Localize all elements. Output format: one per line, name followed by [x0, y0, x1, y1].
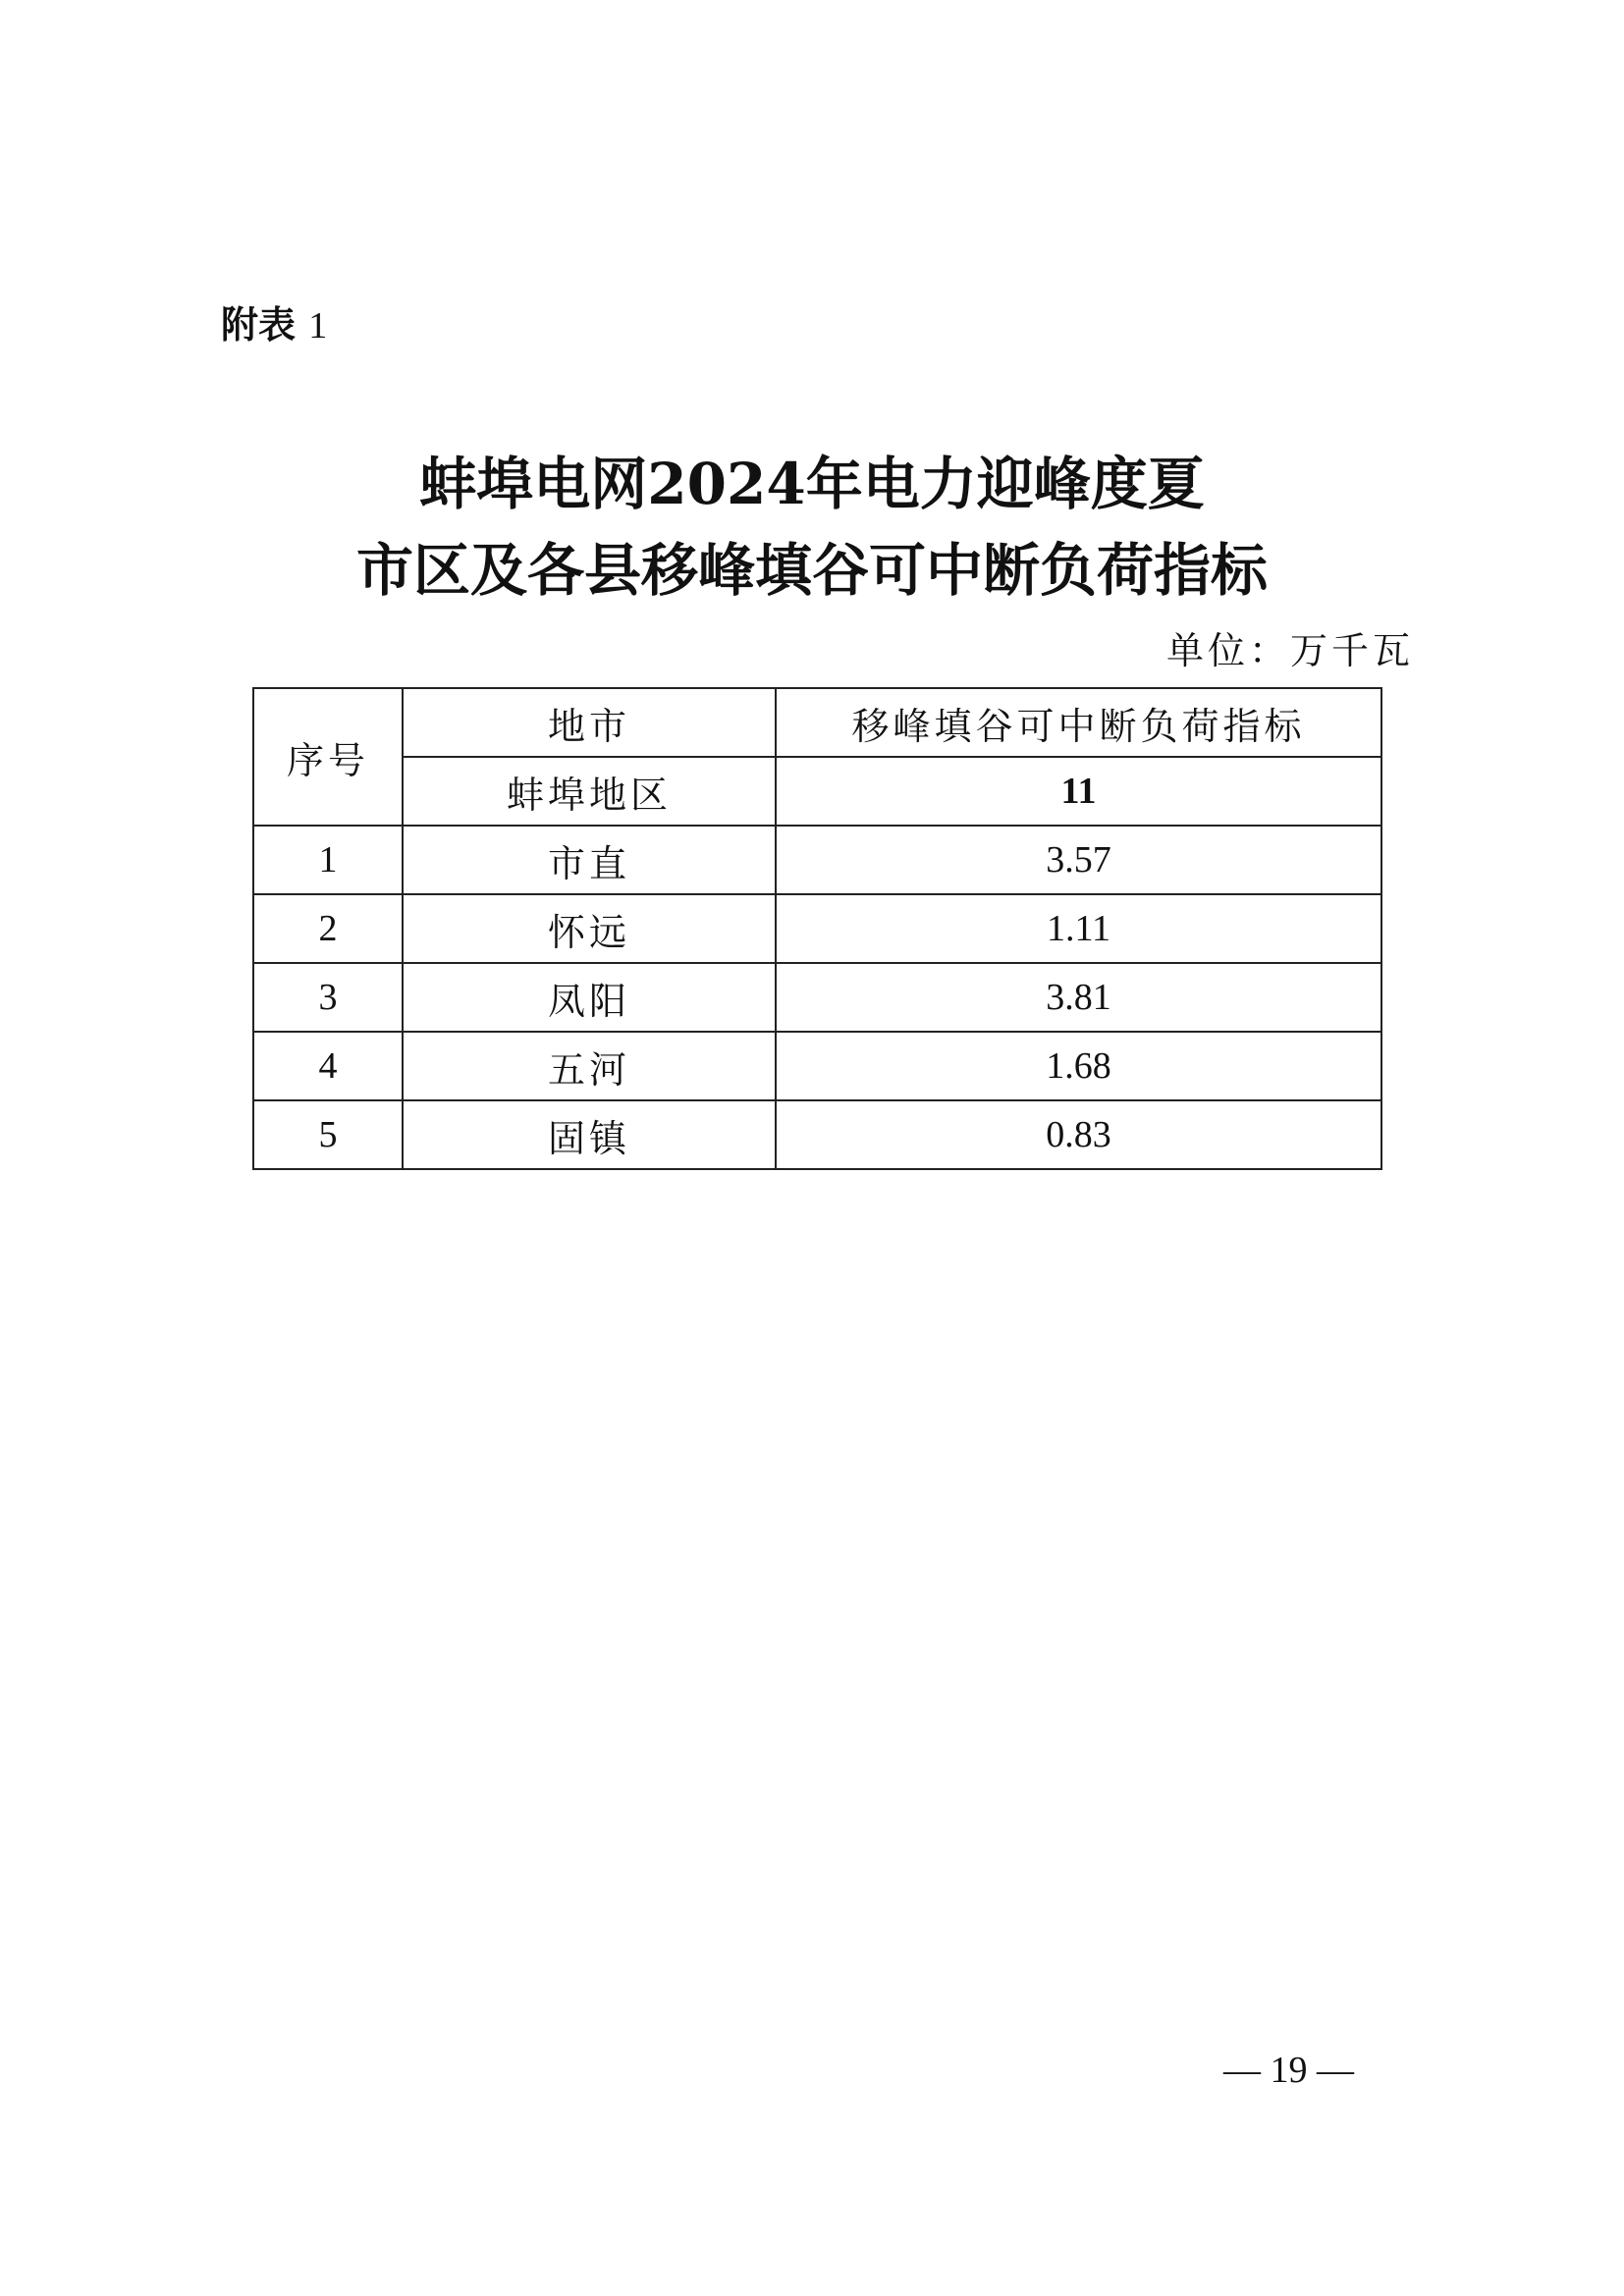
- total-label: 蚌埠地区: [403, 757, 776, 826]
- document-title-line-1: 蚌埠电网2024年电力迎峰度夏: [419, 451, 1205, 517]
- table-row: [253, 1032, 1381, 1100]
- row-value: 1.68: [776, 1032, 1381, 1100]
- unit-label: 单位：万千瓦: [1165, 629, 1414, 672]
- row-seq: 3: [253, 963, 403, 1032]
- row-city: 固镇: [403, 1100, 776, 1169]
- row-value: 3.57: [776, 826, 1381, 894]
- row-city: 市直: [403, 826, 776, 894]
- table-row: [253, 963, 1381, 1032]
- row-value: 1.11: [776, 894, 1381, 963]
- appendix-label: [221, 300, 327, 350]
- row-city: 怀远: [403, 894, 776, 963]
- appendix-label-text: 附表: [221, 303, 297, 347]
- row-value: 3.81: [776, 963, 1381, 1032]
- table-row: [253, 894, 1381, 963]
- header-index: 移峰填谷可中断负荷指标: [776, 688, 1381, 757]
- page-number: — 19 —: [1223, 2050, 1354, 2091]
- row-seq: 1: [253, 826, 403, 894]
- table-row: [253, 826, 1381, 894]
- load-index-table: [252, 687, 1382, 1170]
- appendix-number: 1: [308, 305, 328, 347]
- total-value: 11: [776, 757, 1381, 826]
- row-seq: 4: [253, 1032, 403, 1100]
- total-row: [253, 757, 1381, 826]
- row-seq: 2: [253, 894, 403, 963]
- table-row: [253, 1100, 1381, 1169]
- row-city: 五河: [403, 1032, 776, 1100]
- row-seq: 5: [253, 1100, 403, 1169]
- document-title-line-2: 市区及各县移峰填谷可中断负荷指标: [355, 537, 1268, 604]
- row-city: 凤阳: [403, 963, 776, 1032]
- header-city: 地市: [403, 688, 776, 757]
- row-value: 0.83: [776, 1100, 1381, 1169]
- table-header-row: [253, 688, 1381, 757]
- header-seq: 序号: [253, 688, 403, 826]
